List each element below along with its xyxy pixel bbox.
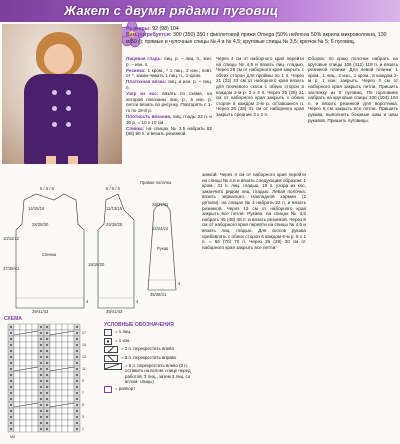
- chart-cell: [14, 342, 20, 348]
- chart-cell: [32, 378, 38, 384]
- purl-mark: [76, 368, 78, 370]
- chart-cell: [50, 408, 56, 414]
- svg-text:37/39/41: 37/39/41: [3, 266, 20, 271]
- chart-cell: [26, 426, 32, 432]
- chart-cell: [14, 390, 20, 396]
- svg-text:22/24/24: 22/24/24: [152, 226, 169, 231]
- model-photo: [2, 24, 122, 164]
- chart-cell: [14, 426, 20, 432]
- purl-mark: [40, 344, 42, 346]
- purl-mark: [10, 398, 12, 400]
- chart-cell: [14, 354, 20, 360]
- svg-text:14/15/16: 14/15/16: [28, 206, 45, 211]
- purl-mark: [76, 326, 78, 328]
- chart-cell: [56, 324, 62, 330]
- chart-cell: [20, 396, 26, 402]
- purl-mark: [10, 332, 12, 334]
- chart-cell: [20, 384, 26, 390]
- chart-title: СХЕМА: [4, 316, 22, 322]
- purl-mark: [40, 350, 42, 352]
- svg-text:35/38/41: 35/38/41: [150, 292, 167, 297]
- chart-cell: [20, 348, 26, 354]
- chart-cell: [20, 408, 26, 414]
- chart-cell: [14, 396, 20, 402]
- chart-cell: [62, 408, 68, 414]
- chart-cell: [68, 378, 74, 384]
- chart-cell: [26, 336, 32, 342]
- svg-text:39/41/43: 39/41/43: [32, 309, 49, 314]
- chart-cell: [68, 396, 74, 402]
- chart-cell: [56, 384, 62, 390]
- chart-cell: [56, 354, 62, 360]
- chart-cell: [20, 372, 26, 378]
- purl-mark: [46, 356, 48, 358]
- chart-row-number: 13: [82, 355, 86, 359]
- chart-cell: [32, 396, 38, 402]
- page-title: Жакет с двумя рядами пуговиц: [64, 3, 279, 18]
- chart-cell: [50, 414, 56, 420]
- chart-cell: [68, 420, 74, 426]
- purl-mark: [40, 416, 42, 418]
- chart-repeat-label: M5: [10, 435, 15, 439]
- chart-cell: [14, 420, 20, 426]
- chart-cell: [50, 324, 56, 330]
- chart-cell: [32, 360, 38, 366]
- purl-mark: [76, 404, 78, 406]
- chart-cell: [62, 378, 68, 384]
- chart-cell: [68, 414, 74, 420]
- chart-cell: [68, 336, 74, 342]
- purl-mark: [46, 386, 48, 388]
- svg-text:24/28/28: 24/28/28: [106, 222, 123, 227]
- chart-cell: [56, 390, 62, 396]
- purl-mark: [76, 338, 78, 340]
- chart-cell: [50, 360, 56, 366]
- purl-mark: [40, 356, 42, 358]
- chart-cell: [14, 414, 20, 420]
- purl-mark: [46, 422, 48, 424]
- chart-cell: [26, 420, 32, 426]
- knitting-chart: [4, 322, 88, 440]
- purl-mark: [10, 428, 12, 430]
- chart-cell: [62, 348, 68, 354]
- chart-cell: [14, 408, 20, 414]
- svg-text:4: 4: [178, 281, 181, 286]
- svg-text:6 / 6 / 6: 6 / 6 / 6: [106, 186, 120, 191]
- chart-cell: [50, 426, 56, 432]
- legend-item: = 1 лиц.: [104, 329, 200, 336]
- chart-cell: [20, 342, 26, 348]
- purl-mark: [46, 338, 48, 340]
- front-label: Правая полочка: [140, 180, 172, 185]
- purl-mark: [40, 326, 42, 328]
- chart-cell: [20, 414, 26, 420]
- chart-cell: [26, 360, 32, 366]
- chart-cell: [26, 354, 32, 360]
- chart-cell: [68, 426, 74, 432]
- purl-mark: [46, 392, 48, 394]
- chart-cell: [50, 342, 56, 348]
- purl-mark: [76, 332, 78, 334]
- chart-cell: [20, 336, 26, 342]
- materials-block: Размеры: 92 (98) 104 Вам потребуется: 300 (350) 350 г фиолетовой пряжи Omega (50% нейлона 50% акрила микроволокна, 130 м/50 г); прямые и чулочные спицы № 4 и № 4,5; круговые спицы № 3,5; крючок № 5; 6 пуговиц.: [126, 26, 387, 45]
- chart-cell: [14, 372, 20, 378]
- legend-item: = 1 изн.: [104, 338, 200, 345]
- chart-cell: [56, 360, 62, 366]
- chart-cell: [62, 324, 68, 330]
- purl-mark: [40, 410, 42, 412]
- chart-row-number: 7: [82, 391, 84, 395]
- chart-cell: [26, 384, 32, 390]
- chart-cell: [50, 336, 56, 342]
- chart-cell: [14, 378, 20, 384]
- chart-row-number: 17: [82, 331, 86, 335]
- purl-mark: [40, 380, 42, 382]
- chart-cell: [32, 336, 38, 342]
- chart-row-number: 11: [82, 367, 86, 371]
- legend-item: = 3 п. перекрестить вправо: [104, 355, 200, 362]
- purl-mark: [40, 368, 42, 370]
- chart-cell: [50, 354, 56, 360]
- chart-row-number: 5: [82, 403, 84, 407]
- purl-mark: [40, 332, 42, 334]
- chart-cell: [68, 354, 74, 360]
- purl-mark: [40, 374, 42, 376]
- chart-cell: [32, 354, 38, 360]
- chart-cell: [26, 378, 32, 384]
- purl-mark: [10, 422, 12, 424]
- chart-cell: [14, 348, 20, 354]
- purl-mark: [40, 398, 42, 400]
- legend-item: = раппорт: [104, 386, 200, 393]
- chart-cell: [32, 408, 38, 414]
- chart-cell: [20, 360, 26, 366]
- svg-text:6 / 6 / 6: 6 / 6 / 6: [40, 186, 54, 191]
- chart-cell: [20, 420, 26, 426]
- chart-cell: [26, 390, 32, 396]
- purl-mark: [76, 350, 78, 352]
- purl-mark: [76, 374, 78, 376]
- chart-cell: [50, 378, 56, 384]
- chart-cell: [68, 384, 74, 390]
- purl-mark: [40, 392, 42, 394]
- chart-row-number: 9: [82, 379, 84, 383]
- purl-mark: [10, 368, 12, 370]
- purl-mark: [76, 362, 78, 364]
- purl-mark: [10, 416, 12, 418]
- chart-cell: [56, 348, 62, 354]
- chart-cell: [62, 342, 68, 348]
- chart-cell: [62, 396, 68, 402]
- purl-mark: [10, 386, 12, 388]
- chart-cell: [14, 324, 20, 330]
- purl-mark: [10, 374, 12, 376]
- chart-cell: [14, 384, 20, 390]
- chart-cell: [50, 348, 56, 354]
- legend-item: = 3 п. перекрестить влево: [104, 346, 200, 353]
- chart-row-number: 15: [82, 343, 86, 347]
- purl-mark: [46, 428, 48, 430]
- purl-mark: [76, 416, 78, 418]
- chart-cell: [26, 408, 32, 414]
- purl-mark: [46, 332, 48, 334]
- purl-mark: [10, 362, 12, 364]
- back-label: Спинка: [42, 252, 57, 257]
- chart-cell: [26, 396, 32, 402]
- chart-cell: [62, 420, 68, 426]
- chart-cell: [50, 396, 56, 402]
- title-bar: [0, 0, 400, 22]
- chart-cell: [68, 372, 74, 378]
- chart-cell: [56, 396, 62, 402]
- svg-text:10/11/12: 10/11/12: [3, 236, 19, 241]
- purl-mark: [40, 362, 42, 364]
- chart-row-number: 3: [82, 415, 84, 419]
- chart-cell: [56, 372, 62, 378]
- chart-cell: [56, 426, 62, 432]
- chart-cell: [62, 384, 68, 390]
- chart-cell: [68, 360, 74, 366]
- chart-cell: [56, 378, 62, 384]
- legend-title: УСЛОВНЫЕ ОБОЗНАЧЕНИЯ: [104, 322, 174, 328]
- chart-cell: [68, 342, 74, 348]
- svg-text:28/31/31: 28/31/31: [152, 202, 169, 207]
- chart-cell: [26, 372, 32, 378]
- chart-cell: [32, 414, 38, 420]
- purl-mark: [10, 404, 12, 406]
- chart-cell: [50, 420, 56, 426]
- purl-mark: [76, 392, 78, 394]
- chart-cell: [62, 372, 68, 378]
- purl-mark: [46, 326, 48, 328]
- legend-item: = 6 п. перекрестить влево (3 п. оставить на вспом. спице перед работой, 3 лиц., затем 3 лиц. со вспом. спицы): [104, 363, 200, 385]
- chart-row-number: 1: [82, 427, 84, 431]
- purl-mark: [46, 410, 48, 412]
- chart-cell: [26, 348, 32, 354]
- legend: [104, 322, 200, 393]
- chart-cell: [56, 342, 62, 348]
- svg-text:4: 4: [136, 299, 139, 304]
- chart-cell: [68, 348, 74, 354]
- instructions-col-3: Сборка: по краю полочек набрать на круговые спицы 106 (112) 118 п. и вязать резинкой планки. Для левой планки: 1 кром., 1 лиц., 2 изн., 1 кром.; в каждом 2-м р. 1 изн. закрыть. Через 3 см от наборного края закрыть петли. Пришить застежку из 6 пуговиц. По горловине набрать на круговые спицы 100 (104) 104 п. и вязать резинкой для воротника. Через 6 см закрыть все петли. Пришить рукава, выполнить боковые швы и швы рукавов. Пришить пуговицы.: [308, 56, 398, 123]
- chart-cell: [14, 336, 20, 342]
- chart-cell: [14, 360, 20, 366]
- chart-cell: [20, 390, 26, 396]
- chart-cell: [56, 414, 62, 420]
- purl-mark: [76, 422, 78, 424]
- chart-cell: [68, 408, 74, 414]
- chart-cell: [26, 342, 32, 348]
- chart-cell: [56, 336, 62, 342]
- chart-cell: [56, 420, 62, 426]
- sleeve-label: Рукав: [157, 246, 169, 251]
- purl-mark: [76, 398, 78, 400]
- chart-cell: [32, 324, 38, 330]
- purl-mark: [40, 386, 42, 388]
- purl-mark: [40, 338, 42, 340]
- chart-cell: [56, 408, 62, 414]
- purl-mark: [10, 356, 12, 358]
- purl-mark: [46, 416, 48, 418]
- instructions-mid: зинкой. Через 4 см от наборного края перейти на спицы № 4,5 и вязать следующим образом: 1 кром., 31 п. лиц. гладью, 19 п. узора из кос, закончить рядом лиц. гладью. Левая полочка: вязать зеркально. Накладной карман (2 детали): на спицах № 4 набрать 22 п. и вязать резинкой. Через 13 см от наборного края закрыть все петли. Рукава: на спицах № 3,5 набрать 45 (48) 48 п. и вязать резинкой. Через 8 см от наборного края перейти на спицы № 4,5 и вязать лиц. гладью. Для скосов рукава прибавлять с обеих сторон в каждом 6-м р. 8 х 1 п. = 66 (70) 70 п. Через 26 (28) 30 см от наборного края закрыть все петли.: [202, 172, 306, 250]
- purl-mark: [46, 374, 48, 376]
- purl-mark: [40, 428, 42, 430]
- purl-mark: [76, 428, 78, 430]
- chart-cell: [62, 426, 68, 432]
- purl-mark: [46, 398, 48, 400]
- instructions-col-1: Лицевая гладь: лиц. р. – лиц. п., изн. р. – изн. п. Резинка: 1 кром., * 1 лиц., 2 изн.; повт. от *, закан-чивать 1 лиц. п., 1 кром. Платочная вязка: лиц. и изн. р. – лиц. п. Узор из кос: вязать по схеме, на которой показаны лиц. р., в изн. р. петли вязать по рисунку. Повторять с 1-го по 18-й р. Плотность вязания, лиц. гладь: 22 п. и 30 р. = 10 х 10 см. Спинка: на спицах № 3,5 набрать 82 (86) 90 п. и вязать резинкой.: [126, 56, 212, 137]
- purl-mark: [10, 338, 12, 340]
- chart-cell: [62, 390, 68, 396]
- purl-mark: [46, 350, 48, 352]
- purl-mark: [10, 392, 12, 394]
- purl-mark: [46, 362, 48, 364]
- chart-cell: [32, 372, 38, 378]
- purl-mark: [76, 380, 78, 382]
- purl-mark: [40, 404, 42, 406]
- chart-cell: [32, 384, 38, 390]
- chart-cell: [50, 390, 56, 396]
- svg-text:11/13/15: 11/13/15: [106, 206, 122, 211]
- chart-cell: [20, 324, 26, 330]
- chart-cell: [26, 414, 32, 420]
- chart-cell: [20, 426, 26, 432]
- chart-cell: [32, 390, 38, 396]
- chart-cell: [26, 324, 32, 330]
- pattern-schemas: [2, 170, 198, 316]
- chart-cell: [62, 360, 68, 366]
- chart-cell: [62, 336, 68, 342]
- purl-mark: [10, 350, 12, 352]
- chart-cell: [50, 372, 56, 378]
- chart-cell: [32, 342, 38, 348]
- purl-mark: [46, 368, 48, 370]
- svg-text:18/19/20: 18/19/20: [88, 262, 105, 267]
- instructions-col-2: Через 4 см от наборного края перейти на спицы № 4,5 и вязать лиц. гладью. Через 28 см от наборного края закрыть с обеих сторон для проймы по 1 п. Через 21 (22) 23 см от наборного края вязать для плечевого скоса с обеих сторон в каждом 2-м р. 2 х 4 п. Через 26 (28) 31 см от наборного края закрыть с обеих сторон в каждом 2-м р. оставшиеся п. Через 26 (28) 31 см от наборного края закрыть средние 3 х 2 п.: [216, 56, 304, 117]
- purl-mark: [76, 356, 78, 358]
- chart-cell: [68, 390, 74, 396]
- purl-mark: [10, 380, 12, 382]
- purl-mark: [10, 410, 12, 412]
- chart-cell: [32, 420, 38, 426]
- purl-mark: [76, 386, 78, 388]
- purl-mark: [46, 404, 48, 406]
- svg-text:28/28/30: 28/28/30: [32, 222, 49, 227]
- purl-mark: [40, 422, 42, 424]
- purl-mark: [76, 344, 78, 346]
- purl-mark: [10, 344, 12, 346]
- chart-cell: [62, 414, 68, 420]
- chart-cell: [62, 354, 68, 360]
- svg-text:39/41/43: 39/41/43: [106, 309, 123, 314]
- purl-mark: [10, 326, 12, 328]
- svg-text:4: 4: [86, 299, 89, 304]
- purl-mark: [46, 344, 48, 346]
- chart-cell: [20, 378, 26, 384]
- chart-cell: [32, 348, 38, 354]
- chart-cell: [68, 324, 74, 330]
- purl-mark: [76, 410, 78, 412]
- chart-cell: [50, 384, 56, 390]
- purl-mark: [46, 380, 48, 382]
- chart-cell: [20, 354, 26, 360]
- chart-cell: [32, 426, 38, 432]
